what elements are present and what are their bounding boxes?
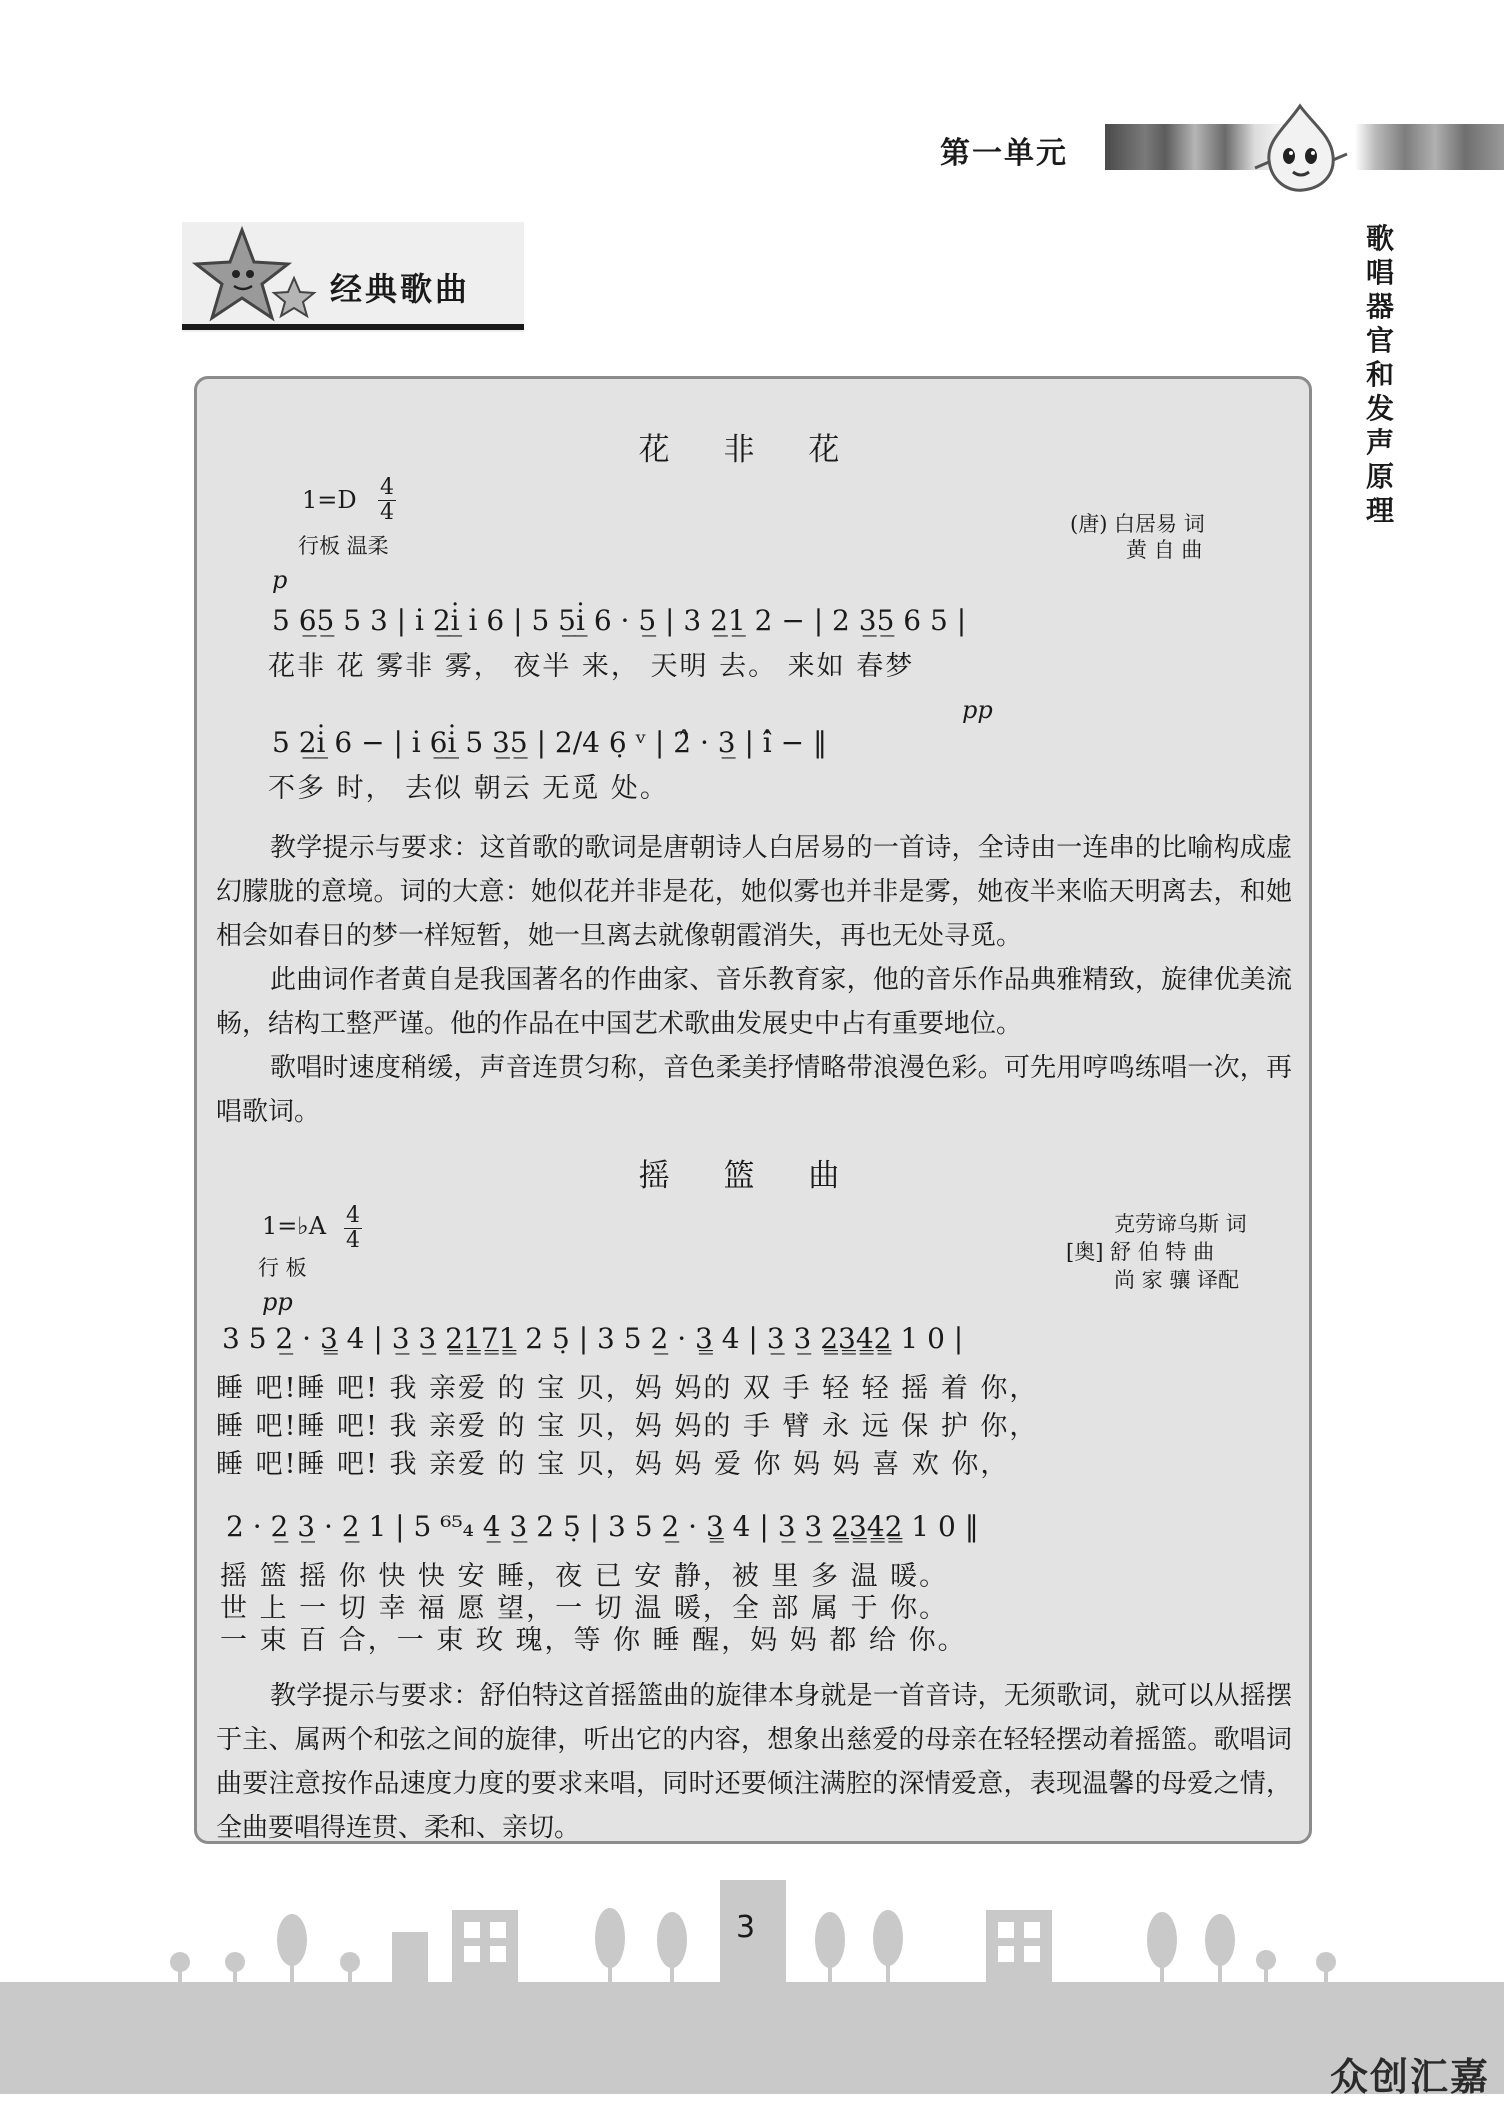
song1-teaching-tips — [216, 826, 1292, 1134]
song1-tip-paragraph: 此曲词作者黄自是我国著名的作曲家、音乐教育家，他的音乐作品典雅精致，旋律优美流畅，结构工整严谨。他的作品在中国艺术歌曲发展史中占有重要地位。 — [216, 965, 1292, 1039]
song1-credit-music: 黄 自 曲 — [1126, 538, 1203, 562]
song1-dynamic-start: p — [272, 566, 288, 594]
section-title: 经典歌曲 — [330, 270, 471, 308]
song1-tip-paragraph: 教学提示与要求：这首歌的歌词是唐朝诗人白居易的一首诗，全诗由一连串的比喻构成虚幻朦胧的意境。词的大意：她似花并非是花，她似雾也并非是雾，她夜半来临天明离去，和她相会如春日的梦一样短暂，她一旦离去就像朝霞消失，再也无处寻觅。 — [216, 833, 1292, 951]
song2-notes-line2: 2 · 2̲ 3̲ · 2̲ 1 | 5 ⁶⁵₄ 4̲ 3̲ 2 5̣ | 3 5 2̲ · 3̳ 4 | 3̲ 3̲ 2̳3̳4̳2̳ 1 0 ‖ — [226, 1510, 979, 1543]
song2-time-signature: 4 4 — [346, 1203, 360, 1253]
song2-lyrics-line1-verse1: 睡 吧!睡 吧! 我 亲爱 的 宝 贝，妈 妈的 双 手 轻 轻 摇 着 你， — [216, 1373, 1039, 1404]
song1-lyrics-line2: 不多 时， 去似 朝云 无觅 处。 — [268, 773, 669, 804]
song2-lyrics-line1-verse3: 睡 吧!睡 吧! 我 亲爱 的 宝 贝，妈 妈 爱 你 妈 妈 喜 欢 你， — [216, 1449, 1010, 1480]
song1-key: 1=D — [302, 486, 357, 514]
song1-time-signature: 4 4 — [380, 475, 394, 525]
page-number: 3 — [736, 1910, 756, 1945]
song1-credit-lyric: (唐) 白居易 词 — [1070, 512, 1205, 536]
song1-lyrics-line1: 花非 花 雾非 雾， 夜半 来， 天明 去。 来如 春梦 — [268, 651, 915, 682]
song2-tempo: 行 板 — [258, 1256, 307, 1280]
song2-notes-line1: 3 5 2̲ · 3̳ 4 | 3̲ 3̲ 2̳1̳7̳1̳ 2 5̣ | 3 5 2̲ · 3̳ 4 | 3̲ 3̲ 2̳3̳4̳2̳ 1 0 | — [222, 1322, 964, 1355]
song2-lyrics-line2-verse3: 一 束 百 合，一 束 玫 瑰，等 你 睡 醒，妈 妈 都 给 你。 — [220, 1625, 967, 1656]
song2-title: 摇 篮 曲 — [638, 1158, 862, 1194]
song2-credit-music: [奥] 舒 伯 特 曲 — [1066, 1240, 1215, 1264]
song2-lyrics-line1-verse2: 睡 吧!睡 吧! 我 亲爱 的 宝 贝，妈 妈的 手 臂 永 远 保 护 你， — [216, 1411, 1039, 1442]
watermark: 众创汇嘉 — [1330, 2055, 1491, 2099]
song2-lyrics-line2-verse2: 世 上 一 切 幸 福 愿 望，一 切 温 暖，全 部 属 于 你。 — [220, 1593, 949, 1624]
song1-title: 花 非 花 — [638, 432, 862, 468]
song1-tempo: 行板 温柔 — [298, 534, 389, 558]
side-chapter-title: 歌唱器官和发声原理 — [1365, 222, 1394, 527]
song2-credit-translator: 尚 家 骧 译配 — [1114, 1268, 1240, 1292]
song1-notes-line1: 5 6̲5̲ 5 3 | i̇ 2̲i̲̇ i̇ 6 | 5 5̲i̲̇ 6 · 5̲ | 3 2̲1̲ 2 − | 2 3̲5̲ 6 5 | — [272, 604, 967, 637]
song1-tip-paragraph: 歌唱时速度稍缓，声音连贯匀称，音色柔美抒情略带浪漫色彩。可先用哼鸣练唱一次，再唱歌词。 — [216, 1053, 1292, 1127]
footer-ground — [0, 1982, 1504, 2094]
song2-dynamic-start: pp — [262, 1288, 293, 1316]
song1-dynamic-end: pp — [962, 696, 993, 724]
song2-teaching-tips — [216, 1674, 1292, 1850]
song2-key: 1=♭A — [262, 1212, 327, 1240]
song2-tip-paragraph: 教学提示与要求：舒伯特这首摇篮曲的旋律本身就是一首音诗，无须歌词，就可以从摇摆于主、属两个和弦之间的旋律，听出它的内容，想象出慈爱的母亲在轻轻摆动着摇篮。歌唱词曲要注意按作品速度力度的要求来唱，同时还要倾注满腔的深情爱意，表现温馨的母爱之情，全曲要唱得连贯、柔和、亲切。 — [216, 1681, 1292, 1843]
song2-credit-lyric: 克劳谛乌斯 词 — [1114, 1212, 1247, 1236]
water-drop-mascot-icon — [1245, 98, 1355, 198]
section-underline — [182, 324, 524, 330]
song2-lyrics-line2-verse1: 摇 篮 摇 你 快 快 安 睡，夜 已 安 静，被 里 多 温 暖。 — [220, 1561, 949, 1592]
song1-notes-line2: 5 2̲i̲̇ 6 − | i̇ 6̲i̲̇ 5 3̲5̲ | 2/4 6̣ ᵛ | 2̂ · 3̲ | i̇̂ − ‖ — [272, 726, 828, 759]
unit-title: 第一单元 — [940, 136, 1068, 171]
